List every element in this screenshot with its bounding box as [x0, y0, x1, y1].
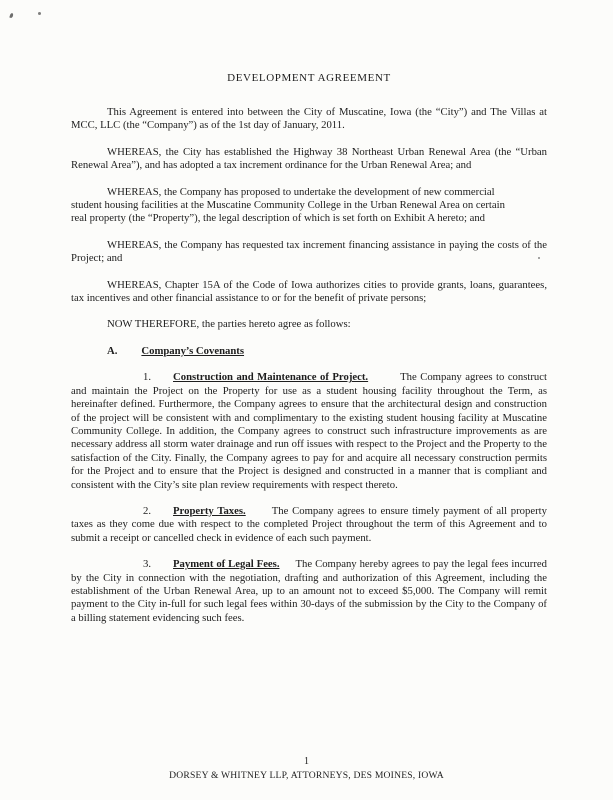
section-title: Company’s Covenants: [141, 344, 245, 357]
document-title: DEVELOPMENT AGREEMENT: [227, 72, 391, 84]
item-heading: Payment of Legal Fees.: [173, 558, 280, 571]
item-body: The Company agrees to ensure timely payment of all property taxes as they come due with respect to the completed Project throughout the term of this Agreement and to submit a receipt or cancelled check in evidence of each such payment.: [71, 504, 547, 544]
covenant-item-2: [71, 505, 547, 545]
tab-spacer: [246, 513, 272, 514]
scan-artifact: [38, 12, 41, 15]
section-label: A.: [107, 344, 118, 357]
tab-spacer: [151, 513, 173, 514]
recital-2: WHEREAS, the Company has proposed to undertake the development of new commercial student housing facilities at the Muscatine Community College in the Urban Renewal Area on certain real property (the “Property”), the legal description of which is set forth on Exhibit A hereto; and: [71, 185, 505, 225]
item-heading: Construction and Maintenance of Project.: [173, 371, 369, 384]
scan-artifact: [9, 13, 13, 19]
page-footer: [0, 756, 613, 782]
footer-firm-line: DORSEY & WHITNEY LLP, ATTORNEYS, DES MOINES, IOWA: [169, 770, 444, 781]
tab-spacer: [280, 566, 296, 567]
opening-paragraph: This Agreement is entered into between the City of Muscatine, Iowa (the “City”) and The Villas at MCC, LLC (the “Company”) as of the 1st day of January, 2011.: [71, 106, 547, 132]
recital-4: WHEREAS, Chapter 15A of the Code of Iowa authorizes cities to provide grants, loans, guarantees, tax incentives and other financial assistance to or for the benefit of private persons;: [71, 278, 547, 305]
item-number: 2.: [143, 504, 152, 517]
item-body: The Company hereby agrees to pay the legal fees incurred by the City in connection with the negotiation, drafting and authorization of this Agreement, including the establishment of the Urban Renewal Area, up to an amount not to exceed $5,000. The Company will remit payment to the City in-full for such legal fees within 30-days of the submission by the City to the Company of a billing statement evidencing such fees.: [71, 558, 547, 624]
covenant-item-1: [71, 371, 547, 492]
page-number: 1: [304, 756, 309, 767]
item-number: 3.: [143, 558, 152, 571]
tab-spacer: [151, 566, 173, 567]
covenant-item-3: [71, 558, 547, 625]
tab-spacer: [368, 379, 400, 380]
recital-1: WHEREAS, the City has established the Highway 38 Northeast Urban Renewal Area (the “Urban Renewal Area”), and has adopted a tax increment ordinance for the Urban Renewal Area; and: [71, 145, 547, 172]
recital-3: WHEREAS, the Company has requested tax increment financing assistance in paying the costs of the Project; and: [71, 238, 547, 265]
item-number: 1.: [143, 371, 152, 384]
item-heading: Property Taxes.: [173, 504, 246, 517]
tab-spacer: [117, 353, 141, 354]
section-a-heading: [71, 345, 547, 358]
tab-spacer: [151, 379, 173, 380]
document-body: [71, 72, 547, 638]
item-body: The Company agrees to construct and maintain the Project on the Property for use as a student housing facility throughout the Term, as hereinafter defined. Furthermore, the Company agrees to ensure that the architectural design and construction of the project will be consistent with and complimentary to the existing student housing facility at Muscatine Community College. In addition, the Company agrees to construct such infrastructure improvements as are necessary address all storm water drainage and run off issues with respect to the Project and the Property to the satisfaction of the City. Finally, the Company agrees to pay for and acquire all necessary construction permits for the Project and to ensure that the Project is designed and constructed in a manner that is compliant and consistent with the City’s site plan review requirements with respect thereto.: [71, 371, 547, 491]
now-therefore-clause: NOW THEREFORE, the parties hereto agree as follows:: [107, 318, 351, 331]
